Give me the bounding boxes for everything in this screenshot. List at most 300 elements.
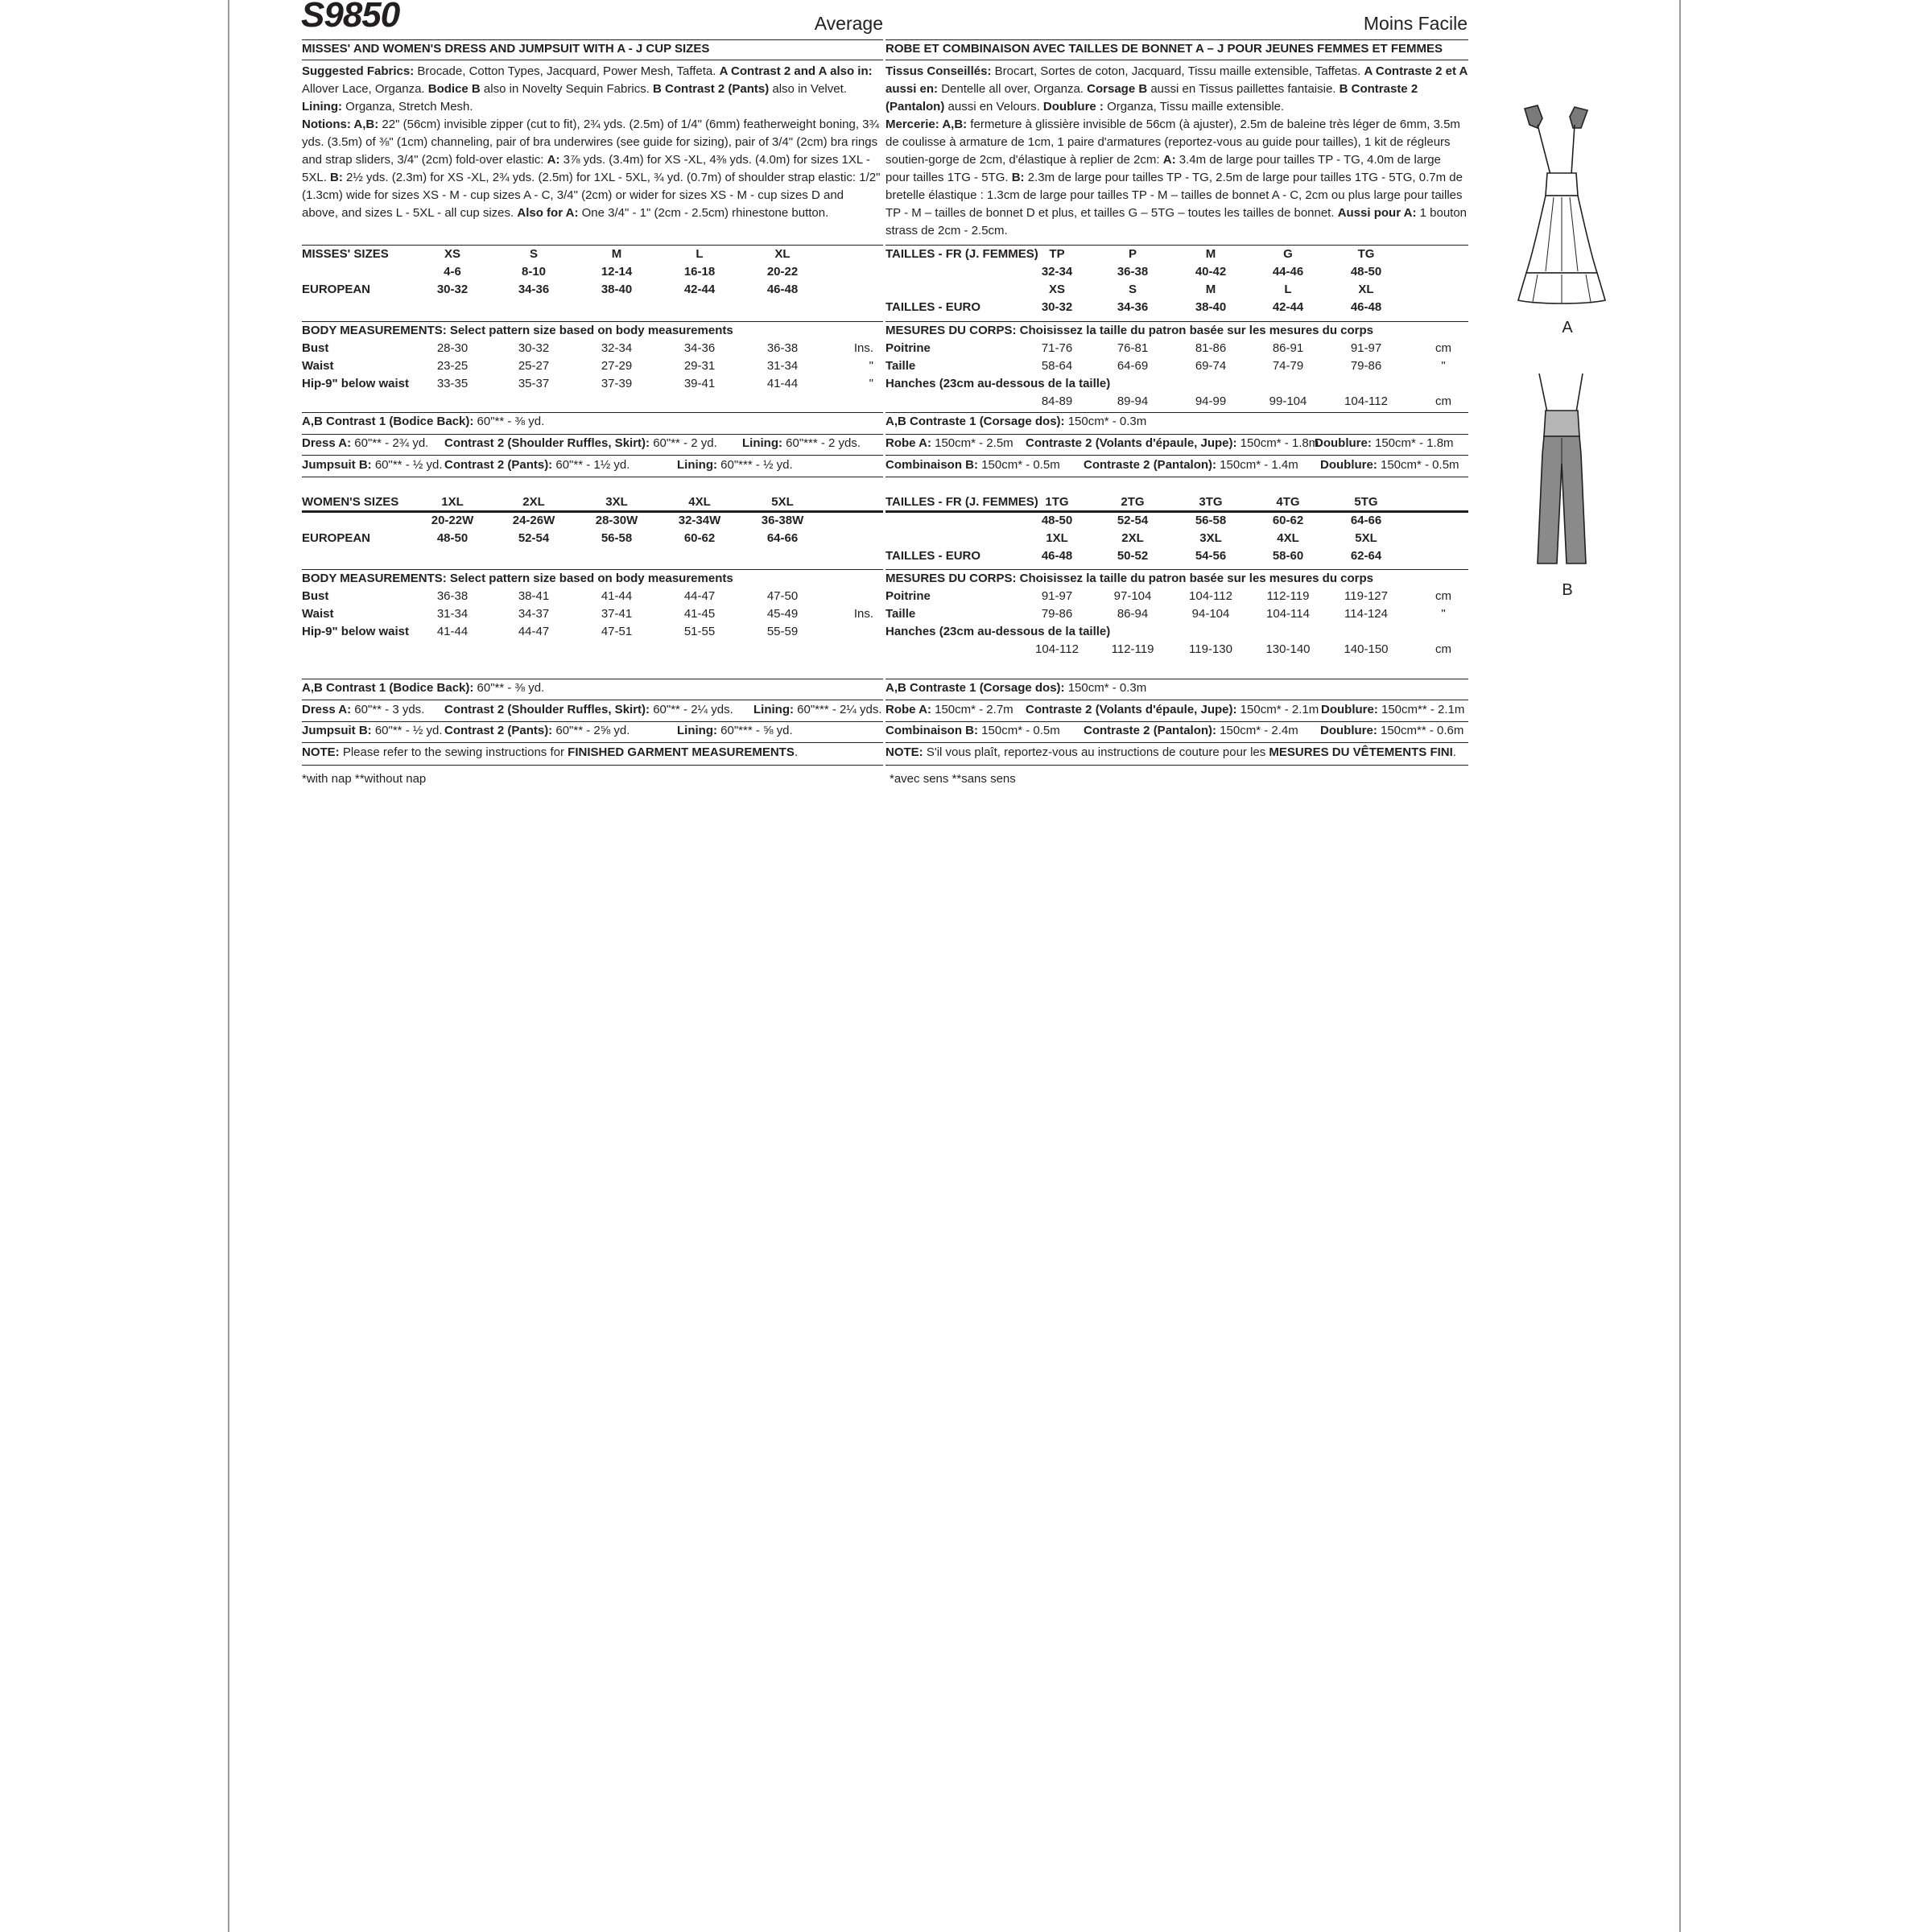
view-b-jumpsuit-illustration	[1530, 370, 1594, 572]
fr-misses-alt-size: XL	[1358, 283, 1374, 296]
fr-misses-row-label: Taille	[886, 359, 916, 373]
fr-fabrics-label: A Contraste 2 et A aussi en:	[886, 64, 1468, 96]
fr-women-alt-size: 5XL	[1355, 531, 1377, 545]
pattern-number: S9850	[301, 0, 400, 35]
fr-misses-hip-value: 89-94	[1117, 394, 1149, 408]
en-misses-row-value: 36-38	[766, 341, 799, 355]
fr-fabrics-text: aussi en Tissus paillettes fantaisie.	[1147, 82, 1340, 96]
en-misses-yardage-contrast1-value: 60"** - ⅜ yd.	[473, 415, 545, 428]
en-women-row-value: 47-51	[601, 625, 633, 638]
fr-notions-label: A:	[1162, 153, 1176, 167]
en-misses-row-value: 28-30	[436, 341, 469, 355]
en-footnote: *with nap **without nap	[302, 772, 427, 786]
en-women-row-value: 51-55	[683, 625, 716, 638]
en-misses-number: 16-18	[683, 265, 716, 279]
en-note-strong: FINISHED GARMENT MEASUREMENTS	[568, 745, 795, 759]
en-women-body-label: BODY MEASUREMENTS:	[302, 572, 447, 585]
fr-misses-hip-value: 104-112	[1344, 394, 1388, 408]
en-women-european: 48-50	[436, 531, 469, 545]
en-women-yardage-contrast1-value: 60"** - ⅜ yd.	[473, 681, 545, 695]
en-notions-label: Notions: A,B:	[302, 118, 379, 131]
fr-misses-european: 42-44	[1272, 300, 1304, 314]
fr-notions-text: fermeture à glissière invisible de 56cm (à ajuster), 2.5m de baleine très léger de 6mm, 3.5m de coulisse à armature de 1cm, 1 paire d'armatures (reportez-vous au guide pour tailles), 1 kit de régleurs soutien-gorge de 2cm, d'élastique à replier de 2cm:	[886, 118, 1460, 167]
fr-fabrics-label: Tissus Conseillés:	[886, 64, 992, 78]
en-misses-european: 34-36	[518, 283, 550, 296]
fr-fabrics-text: aussi en Velours.	[944, 100, 1043, 114]
en-misses-row-value: 29-31	[683, 359, 716, 373]
en-misses-yardage-dress-value: 60"** - 2 yd.	[650, 436, 717, 450]
en-fabrics-text: also in Velvet.	[769, 82, 847, 96]
en-women-row-value: 34-37	[518, 607, 550, 621]
en-women-yardage-dress-label: Contrast 2 (Shoulder Ruffles, Skirt):	[444, 703, 650, 716]
en-women-european: 64-66	[766, 531, 799, 545]
en-women-row-value: 37-41	[601, 607, 633, 621]
fr-misses-row-unit: cm	[1435, 341, 1451, 355]
en-women-european: 60-62	[683, 531, 716, 545]
fr-fabrics-text: Organza, Tissu maille extensible.	[1103, 100, 1285, 114]
fr-women-row-value: 112-119	[1266, 589, 1310, 603]
fr-women-yardage-jumpsuit-label: Doublure:	[1320, 724, 1377, 737]
fr-women-row-value: 91-97	[1041, 589, 1073, 603]
fr-women-sizes-label: TAILLES - FR (J. FEMMES)	[886, 495, 1038, 509]
en-women-yardage-jumpsuit-value: 60"*** - ⅝ yd.	[716, 724, 793, 737]
en-misses-yardage-dress-label: Contrast 2 (Shoulder Ruffles, Skirt):	[444, 436, 650, 450]
fr-women-row-unit: cm	[1435, 589, 1451, 603]
en-women-body-heading	[302, 570, 733, 588]
en-women-yard-rule-4	[302, 742, 883, 743]
fr-women-yardage-dress-value: 150cm* - 2.7m	[931, 703, 1013, 716]
fr-notions-label: Aussi pour A:	[1337, 206, 1417, 220]
en-misses-row-value: 32-34	[601, 341, 633, 355]
en-misses-size: L	[696, 247, 704, 261]
fr-misses-yardage-jumpsuit-part	[1084, 456, 1298, 474]
en-women-yardage-dress-value: 60"** - 3 yds.	[351, 703, 425, 716]
fr-misses-size: G	[1283, 247, 1293, 261]
fr-note	[886, 744, 1456, 762]
en-women-yardage-contrast1-label: A,B Contrast 1 (Bodice Back):	[302, 681, 474, 695]
en-misses-yardage-jumpsuit-value: 60"** - 1½ yd.	[552, 458, 630, 472]
fr-women-row-value: 114-124	[1344, 607, 1388, 621]
fr-misses-yardage-dress-label: Robe A:	[886, 436, 931, 450]
fr-fabrics-label: Doublure :	[1042, 100, 1104, 114]
fr-misses-yardage-jumpsuit-label: Doublure:	[1320, 458, 1377, 472]
fr-women-yardage-jumpsuit-part	[886, 722, 1060, 740]
fr-misses-hip-unit: cm	[1435, 394, 1451, 408]
fr-women-yardage-dress-part	[1321, 701, 1464, 719]
fr-women-yardage-jumpsuit-label: Combinaison B:	[886, 724, 978, 737]
fr-women-size: 5TG	[1354, 495, 1378, 509]
en-misses-size: XL	[774, 247, 791, 261]
fr-women-european: 62-64	[1350, 549, 1382, 563]
fr-misses-yardage-dress-value: 150cm* - 2.5m	[931, 436, 1013, 450]
en-misses-row-value: 25-27	[518, 359, 550, 373]
fr-misses-european: 34-36	[1117, 300, 1149, 314]
fr-women-yardage-dress-label: Robe A:	[886, 703, 931, 716]
fr-misses-yardage-dress-value: 150cm* - 1.8m	[1371, 436, 1454, 450]
en-note-end: .	[794, 745, 799, 759]
fr-women-size: 2TG	[1121, 495, 1145, 509]
fr-misses-yardage-contrast1-label: A,B Contraste 1 (Corsage dos):	[886, 415, 1065, 428]
en-women-row-value: 38-41	[518, 589, 550, 603]
en-misses-yard-rule-3	[302, 455, 883, 456]
en-misses-body-text: Select pattern size based on body measurements	[446, 324, 733, 337]
fr-women-row-label: Taille	[886, 607, 916, 621]
fr-misses-row-unit: "	[1441, 359, 1446, 373]
en-fabrics-label: B Contrast 2 (Pants)	[653, 82, 770, 96]
en-women-size: 2XL	[522, 495, 545, 509]
en-misses-row-unit: Ins.	[853, 341, 873, 355]
en-note	[302, 744, 798, 762]
fr-women-row-value: 119-127	[1344, 589, 1388, 603]
fr-women-hip-value: 140-150	[1344, 642, 1389, 656]
en-misses-row-value: 41-44	[766, 377, 799, 390]
en-title: MISSES' AND WOMEN'S DRESS AND JUMPSUIT WITH A - J CUP SIZES	[302, 42, 710, 56]
fr-misses-yardage-dress-label: Doublure:	[1315, 436, 1372, 450]
fr-note-rule	[886, 765, 1468, 766]
fr-misses-european-label: TAILLES - EURO	[886, 300, 981, 314]
fr-misses-hip-value: 84-89	[1041, 394, 1073, 408]
fr-women-yardage-dress-value: 150cm** - 2.1m	[1377, 703, 1465, 716]
fr-misses-hip-label: Hanches (23cm au-dessous de la taille)	[886, 377, 1111, 390]
en-women-number: 20-22W	[431, 514, 474, 527]
en-women-yardage-jumpsuit-value: 60"** - 2⅝ yd.	[552, 724, 630, 737]
fr-women-size: 4TG	[1276, 495, 1300, 509]
fr-note-end: .	[1452, 745, 1456, 759]
en-women-row-value: 41-45	[683, 607, 716, 621]
en-misses-yardage-jumpsuit-value: 60"** - ½ yd.	[371, 458, 443, 472]
fr-women-yardage-contrast1-value: 150cm* - 0.3m	[1064, 681, 1147, 695]
fr-women-number: 56-58	[1195, 514, 1227, 527]
en-women-yardage-dress-value: 60"** - 2¼ yds.	[650, 703, 733, 716]
fr-women-yardage-dress-value: 150cm* - 2.1m	[1236, 703, 1319, 716]
en-women-yardage-jumpsuit-label: Contrast 2 (Pants):	[444, 724, 553, 737]
en-women-size: 3XL	[605, 495, 628, 509]
en-misses-yardage-contrast1-label: A,B Contrast 1 (Bodice Back):	[302, 415, 474, 428]
fr-misses-hip-value: 99-104	[1269, 394, 1307, 408]
en-misses-yardage-dress-label: Lining:	[742, 436, 782, 450]
fr-women-number: 60-62	[1272, 514, 1304, 527]
fr-women-yardage-dress-part	[1026, 701, 1319, 719]
en-misses-row-label: Waist	[302, 359, 334, 373]
fr-women-number: 52-54	[1117, 514, 1149, 527]
en-misses-yardage-jumpsuit-part	[302, 456, 443, 474]
fr-misses-yardage-contrast1-value: 150cm* - 0.3m	[1064, 415, 1147, 428]
fr-misses-alt-size: M	[1205, 283, 1216, 296]
fr-misses-european: 30-32	[1041, 300, 1073, 314]
en-women-european: 52-54	[518, 531, 550, 545]
en-misses-yardage-dress-label: Dress A:	[302, 436, 352, 450]
fr-misses-yardage-jumpsuit-part	[1320, 456, 1459, 474]
en-misses-row-value: 37-39	[601, 377, 633, 390]
en-misses-yardage-jumpsuit-label: Lining:	[677, 458, 717, 472]
fr-misses-yardage-jumpsuit-value: 150cm* - 0.5m	[1377, 458, 1459, 472]
fr-women-european: 58-60	[1272, 549, 1304, 563]
en-misses-row-value: 35-37	[518, 377, 550, 390]
en-misses-sizes-label: MISSES' SIZES	[302, 247, 389, 261]
en-women-row-unit: Ins.	[853, 607, 873, 621]
en-misses-row-value: 31-34	[766, 359, 799, 373]
fr-women-number: 64-66	[1350, 514, 1382, 527]
en-women-european-label: EUROPEAN	[302, 531, 371, 545]
en-women-row-value: 47-50	[766, 589, 799, 603]
fr-misses-number: 48-50	[1350, 265, 1382, 279]
en-misses-body-label: BODY MEASUREMENTS:	[302, 324, 447, 337]
fr-misses-number: 44-46	[1272, 265, 1304, 279]
en-women-row-value: 55-59	[766, 625, 799, 638]
en-fabrics-label: Bodice B	[427, 82, 481, 96]
en-misses-size: XS	[444, 247, 461, 261]
fr-misses-row-value: 86-91	[1272, 341, 1304, 355]
fr-fabrics-label: B Contraste 2 (Pantalon)	[886, 82, 1418, 114]
fr-women-european: 46-48	[1041, 549, 1073, 563]
fr-women-yardage-jumpsuit-value: 150cm* - 0.5m	[978, 724, 1060, 737]
fr-misses-body-heading: MESURES DU CORPS: Choisissez la taille du patron basée sur les mesures du corps	[886, 324, 1374, 337]
en-women-row-value: 44-47	[518, 625, 550, 638]
en-women-row-value: 31-34	[436, 607, 469, 621]
fr-misses-hip-value: 94-99	[1195, 394, 1227, 408]
fr-misses-number: 40-42	[1195, 265, 1227, 279]
en-misses-row-unit: "	[869, 377, 873, 390]
en-misses-number: 12-14	[601, 265, 633, 279]
fr-misses-alt-size: XS	[1048, 283, 1066, 296]
en-women-row-label: Hip-9" below waist	[302, 625, 409, 638]
fr-misses-size: TP	[1049, 247, 1065, 261]
en-misses-yardage-dress-part	[444, 435, 717, 452]
en-women-size: 5XL	[771, 495, 794, 509]
en-women-number: 28-30W	[595, 514, 638, 527]
en-misses-yardage-contrast1-part	[302, 413, 544, 431]
fr-misses-row-value: 58-64	[1041, 359, 1073, 373]
en-women-yardage-jumpsuit-value: 60"** - ½ yd.	[371, 724, 443, 737]
fr-women-alt-size: 1XL	[1046, 531, 1068, 545]
fr-women-yardage-dress-part	[886, 701, 1013, 719]
en-notions-label: Also for A:	[517, 206, 579, 220]
fr-women-alt-size: 3XL	[1199, 531, 1222, 545]
en-misses-row-value: 30-32	[518, 341, 550, 355]
en-misses-number: 8-10	[521, 265, 547, 279]
en-misses-yardage-dress-value: 60"*** - 2 yds.	[782, 436, 861, 450]
fr-women-yardage-jumpsuit-value: 150cm* - 2.4m	[1216, 724, 1298, 737]
en-fabrics-text: also in Novelty Sequin Fabrics.	[480, 82, 654, 96]
fr-note-strong: MESURES DU VÊTEMENTS FINI	[1269, 745, 1453, 759]
fr-misses-european: 38-40	[1195, 300, 1227, 314]
fr-misses-number: 32-34	[1041, 265, 1073, 279]
en-misses-yardage-dress-part	[302, 435, 428, 452]
en-misses-rule	[302, 245, 883, 246]
fr-misses-size: TG	[1357, 247, 1375, 261]
en-misses-row-value: 33-35	[436, 377, 469, 390]
fr-women-row-value: 94-104	[1191, 607, 1230, 621]
en-fabrics-text: Brocade, Cotton Types, Jacquard, Power Mesh, Taffeta.	[414, 64, 720, 78]
fr-women-row-unit: "	[1441, 607, 1446, 621]
fr-women-row-label: Poitrine	[886, 589, 931, 603]
en-women-number: 36-38W	[761, 514, 804, 527]
en-note-label: NOTE:	[302, 745, 340, 759]
en-women-row-value: 44-47	[683, 589, 716, 603]
en-misses-yardage-jumpsuit-part	[677, 456, 793, 474]
en-misses-yardage-dress-value: 60"** - 2¾ yd.	[351, 436, 429, 450]
en-women-european: 56-58	[601, 531, 633, 545]
fr-misses-yardage-jumpsuit-value: 150cm* - 1.4m	[1216, 458, 1298, 472]
fr-misses-row-label: Poitrine	[886, 341, 931, 355]
en-misses-european: 42-44	[683, 283, 716, 296]
en-misses-row-label: Bust	[302, 341, 329, 355]
en-women-sizes-label: WOMEN'S SIZES	[302, 495, 399, 509]
fr-women-yardage-jumpsuit-value: 150cm** - 0.6m	[1377, 724, 1464, 737]
en-notions-text: 22" (56cm) invisible zipper (cut to fit), 2¾ yds. (2.5m) of 1/4" (6mm) featherweight boning, 3¾ yds. (3.5m) of ⅜" (1cm) channeling, pair of bra underwires (see guide for sizing), pair of 3/4" (2cm) bra rings and strap sliders, 3/4" (2cm) fold-over elastic:	[302, 118, 880, 167]
fr-misses-alt-size: L	[1284, 283, 1292, 296]
fr-women-yardage-jumpsuit-part	[1320, 722, 1463, 740]
en-women-size: 4XL	[688, 495, 711, 509]
fr-misses-number: 36-38	[1117, 265, 1149, 279]
en-misses-size: S	[529, 247, 539, 261]
fr-women-row-value: 97-104	[1113, 589, 1152, 603]
en-misses-row-label: Hip-9" below waist	[302, 377, 409, 390]
fr-women-alt-size: 2XL	[1121, 531, 1144, 545]
en-fabrics-label: A Contrast 2 and A also in:	[719, 64, 873, 78]
fr-misses-yardage-dress-value: 150cm* - 1.8m	[1236, 436, 1319, 450]
en-misses-yardage-jumpsuit-label: Jumpsuit B:	[302, 458, 372, 472]
fr-women-yard-rule-4	[886, 742, 1468, 743]
en-women-yardage-jumpsuit-part	[302, 722, 443, 740]
fr-women-yardage-dress-label: Contraste 2 (Volants d'épaule, Jupe):	[1026, 703, 1237, 716]
fr-misses-row-value: 69-74	[1195, 359, 1227, 373]
fr-fabrics-label: Corsage B	[1087, 82, 1148, 96]
en-women-yardage-dress-label: Lining:	[753, 703, 794, 716]
en-women-yardage-jumpsuit-label: Jumpsuit B:	[302, 724, 372, 737]
fr-fabrics	[886, 63, 1468, 116]
page-border-right	[1679, 0, 1681, 1932]
fr-misses-row-value: 76-81	[1117, 341, 1149, 355]
fr-women-alt-size: 4XL	[1277, 531, 1299, 545]
fr-misses-row-value: 79-86	[1350, 359, 1382, 373]
en-women-row-value: 45-49	[766, 607, 799, 621]
en-fabrics-label: Suggested Fabrics:	[302, 64, 415, 78]
fr-misses-yardage-jumpsuit-part	[886, 456, 1060, 474]
en-note-rule	[302, 765, 883, 766]
fr-women-european: 54-56	[1195, 549, 1227, 563]
fr-misses-yardage-dress-part	[886, 435, 1013, 452]
fr-note-label: NOTE:	[886, 745, 923, 759]
fr-women-yardage-jumpsuit-label: Contraste 2 (Pantalon):	[1084, 724, 1217, 737]
en-misses-number: 20-22	[766, 265, 799, 279]
view-a-dress-illustration	[1513, 101, 1610, 310]
view-a-label: A	[1562, 319, 1573, 336]
fr-women-yardage-jumpsuit-part	[1084, 722, 1298, 740]
fr-misses-row-value: 71-76	[1041, 341, 1073, 355]
fr-misses-row-value: 91-97	[1350, 341, 1382, 355]
fr-misses-yardage-dress-label: Contraste 2 (Volants d'épaule, Jupe):	[1026, 436, 1237, 450]
en-misses-european-label: EUROPEAN	[302, 283, 371, 296]
view-b-label: B	[1562, 581, 1573, 599]
en-women-yardage-dress-label: Dress A:	[302, 703, 352, 716]
fr-women-number: 48-50	[1041, 514, 1073, 527]
fr-notions-label: B:	[1011, 171, 1025, 184]
fr-women-european: 50-52	[1117, 549, 1149, 563]
fr-misses-row-value: 64-69	[1117, 359, 1149, 373]
en-women-row-value: 41-44	[436, 625, 469, 638]
en-women-yardage-jumpsuit-label: Lining:	[677, 724, 717, 737]
fr-women-european-label: TAILLES - EURO	[886, 549, 981, 563]
fr-misses-yardage-contrast1-part	[886, 413, 1146, 431]
en-misses-yardage-jumpsuit-label: Contrast 2 (Pants):	[444, 458, 553, 472]
fr-misses-yardage-jumpsuit-value: 150cm* - 0.5m	[978, 458, 1060, 472]
en-fabrics-label: Lining:	[302, 100, 342, 114]
fr-notions-text: 3.4m de large pour tailles TP - TG, 4.0m de large pour tailles 1TG - 5TG.	[886, 153, 1441, 184]
en-notions-label: A:	[547, 153, 560, 167]
en-women-yardage-dress-part	[753, 701, 882, 719]
fr-notions-label: Mercerie: A,B:	[886, 118, 968, 131]
en-women-number: 32-34W	[678, 514, 721, 527]
en-misses-row-unit: "	[869, 359, 873, 373]
en-women-number: 24-26W	[512, 514, 555, 527]
en-fabrics	[302, 63, 883, 116]
en-fabrics-text: Organza, Stretch Mesh.	[341, 100, 473, 114]
fr-women-hip-value: 112-119	[1111, 642, 1154, 656]
en-women-yardage-dress-part	[444, 701, 733, 719]
fr-women-yardage-contrast1-label: A,B Contraste 1 (Corsage dos):	[886, 681, 1065, 695]
fr-misses-yardage-jumpsuit-label: Contraste 2 (Pantalon):	[1084, 458, 1217, 472]
en-notions-text: 3⅞ yds. (3.4m) for XS -XL, 4⅜ yds. (4.0m) for sizes 1XL - 5XL.	[302, 153, 870, 184]
fr-misses-size: P	[1128, 247, 1137, 261]
en-misses-yardage-dress-part	[742, 435, 861, 452]
en-women-yardage-jumpsuit-part	[444, 722, 630, 740]
fr-women-hip-value: 130-140	[1265, 642, 1311, 656]
en-women-yardage-contrast1-part	[302, 679, 544, 697]
fr-women-size: 3TG	[1199, 495, 1223, 509]
en-notions	[302, 116, 883, 222]
fr-women-row-value: 104-114	[1266, 607, 1310, 621]
en-misses-number: 4-6	[444, 265, 461, 279]
fr-misses-yard-rule-3	[886, 455, 1468, 456]
en-fabrics-text: Allover Lace, Organza.	[302, 82, 428, 96]
fr-women-row-value: 79-86	[1041, 607, 1073, 621]
fr-title: ROBE ET COMBINAISON AVEC TAILLES DE BONNET A – J POUR JEUNES FEMMES ET FEMMES	[886, 42, 1443, 56]
en-misses-body-heading	[302, 322, 733, 340]
en-misses-row-value: 34-36	[683, 341, 716, 355]
fr-women-body-heading: MESURES DU CORPS: Choisissez la taille du patron basée sur les mesures du corps	[886, 572, 1374, 585]
en-note-text: Please refer to the sewing instructions for	[339, 745, 568, 759]
en-misses-european: 38-40	[601, 283, 633, 296]
en-notions-text: 2½ yds. (2.3m) for XS -XL, 2¾ yds. (2.5m) for 1XL - 5XL, ¾ yd. (0.7m) of shoulder strap elastic: 1/2" (1.3cm) wide for sizes XS - M - cup sizes A - C, 3/4" (2cm) or wider for sizes XS - M - cup sizes D and above, and sizes L - 5XL - all cup sizes.	[302, 171, 881, 220]
fr-misses-row-value: 74-79	[1272, 359, 1304, 373]
fr-notions-text: 2.3m de large pour tailles TP - TG, 2.5m de large pour tailles 1TG - 5TG, 0.7m de bretelle élastique : 1.3cm de large pour tailles TP - M – tailles de bonnet A - C, 2cm ou plus large pour tailles TP - M – tailles de bonnet D et plus, et tailles G – 5TG – toutes les tailles de bonnet.	[886, 171, 1463, 220]
fr-notions	[886, 116, 1468, 240]
en-women-row-label: Waist	[302, 607, 334, 621]
fr-misses-yardage-dress-part	[1026, 435, 1319, 452]
fr-fabrics-text: Dentelle all over, Organza.	[938, 82, 1088, 96]
fr-misses-sizes-label: TAILLES - FR (J. FEMMES)	[886, 247, 1038, 261]
fr-misses-size: M	[1205, 247, 1216, 261]
fr-misses-yardage-dress-part	[1315, 435, 1454, 452]
difficulty-english: Average	[814, 13, 883, 34]
fr-women-hip-value: 119-130	[1189, 642, 1232, 656]
en-women-yardage-jumpsuit-part	[677, 722, 793, 740]
fr-women-row-value: 86-94	[1117, 607, 1149, 621]
page-border-left	[228, 0, 229, 1932]
en-notions-text: One 3/4" - 1" (2cm - 2.5cm) rhinestone button.	[578, 206, 829, 220]
fr-women-yardage-contrast1-part	[886, 679, 1146, 697]
en-women-row-label: Bust	[302, 589, 329, 603]
en-women-size: 1XL	[441, 495, 464, 509]
en-women-row-value: 36-38	[436, 589, 469, 603]
en-misses-yardage-jumpsuit-value: 60"*** - ½ yd.	[716, 458, 793, 472]
en-women-body-text: Select pattern size based on body measurements	[446, 572, 733, 585]
fr-women-yardage-dress-label: Doublure:	[1321, 703, 1378, 716]
en-misses-size: M	[611, 247, 622, 261]
en-women-yardage-dress-part	[302, 701, 424, 719]
fr-misses-alt-size: S	[1128, 283, 1137, 296]
